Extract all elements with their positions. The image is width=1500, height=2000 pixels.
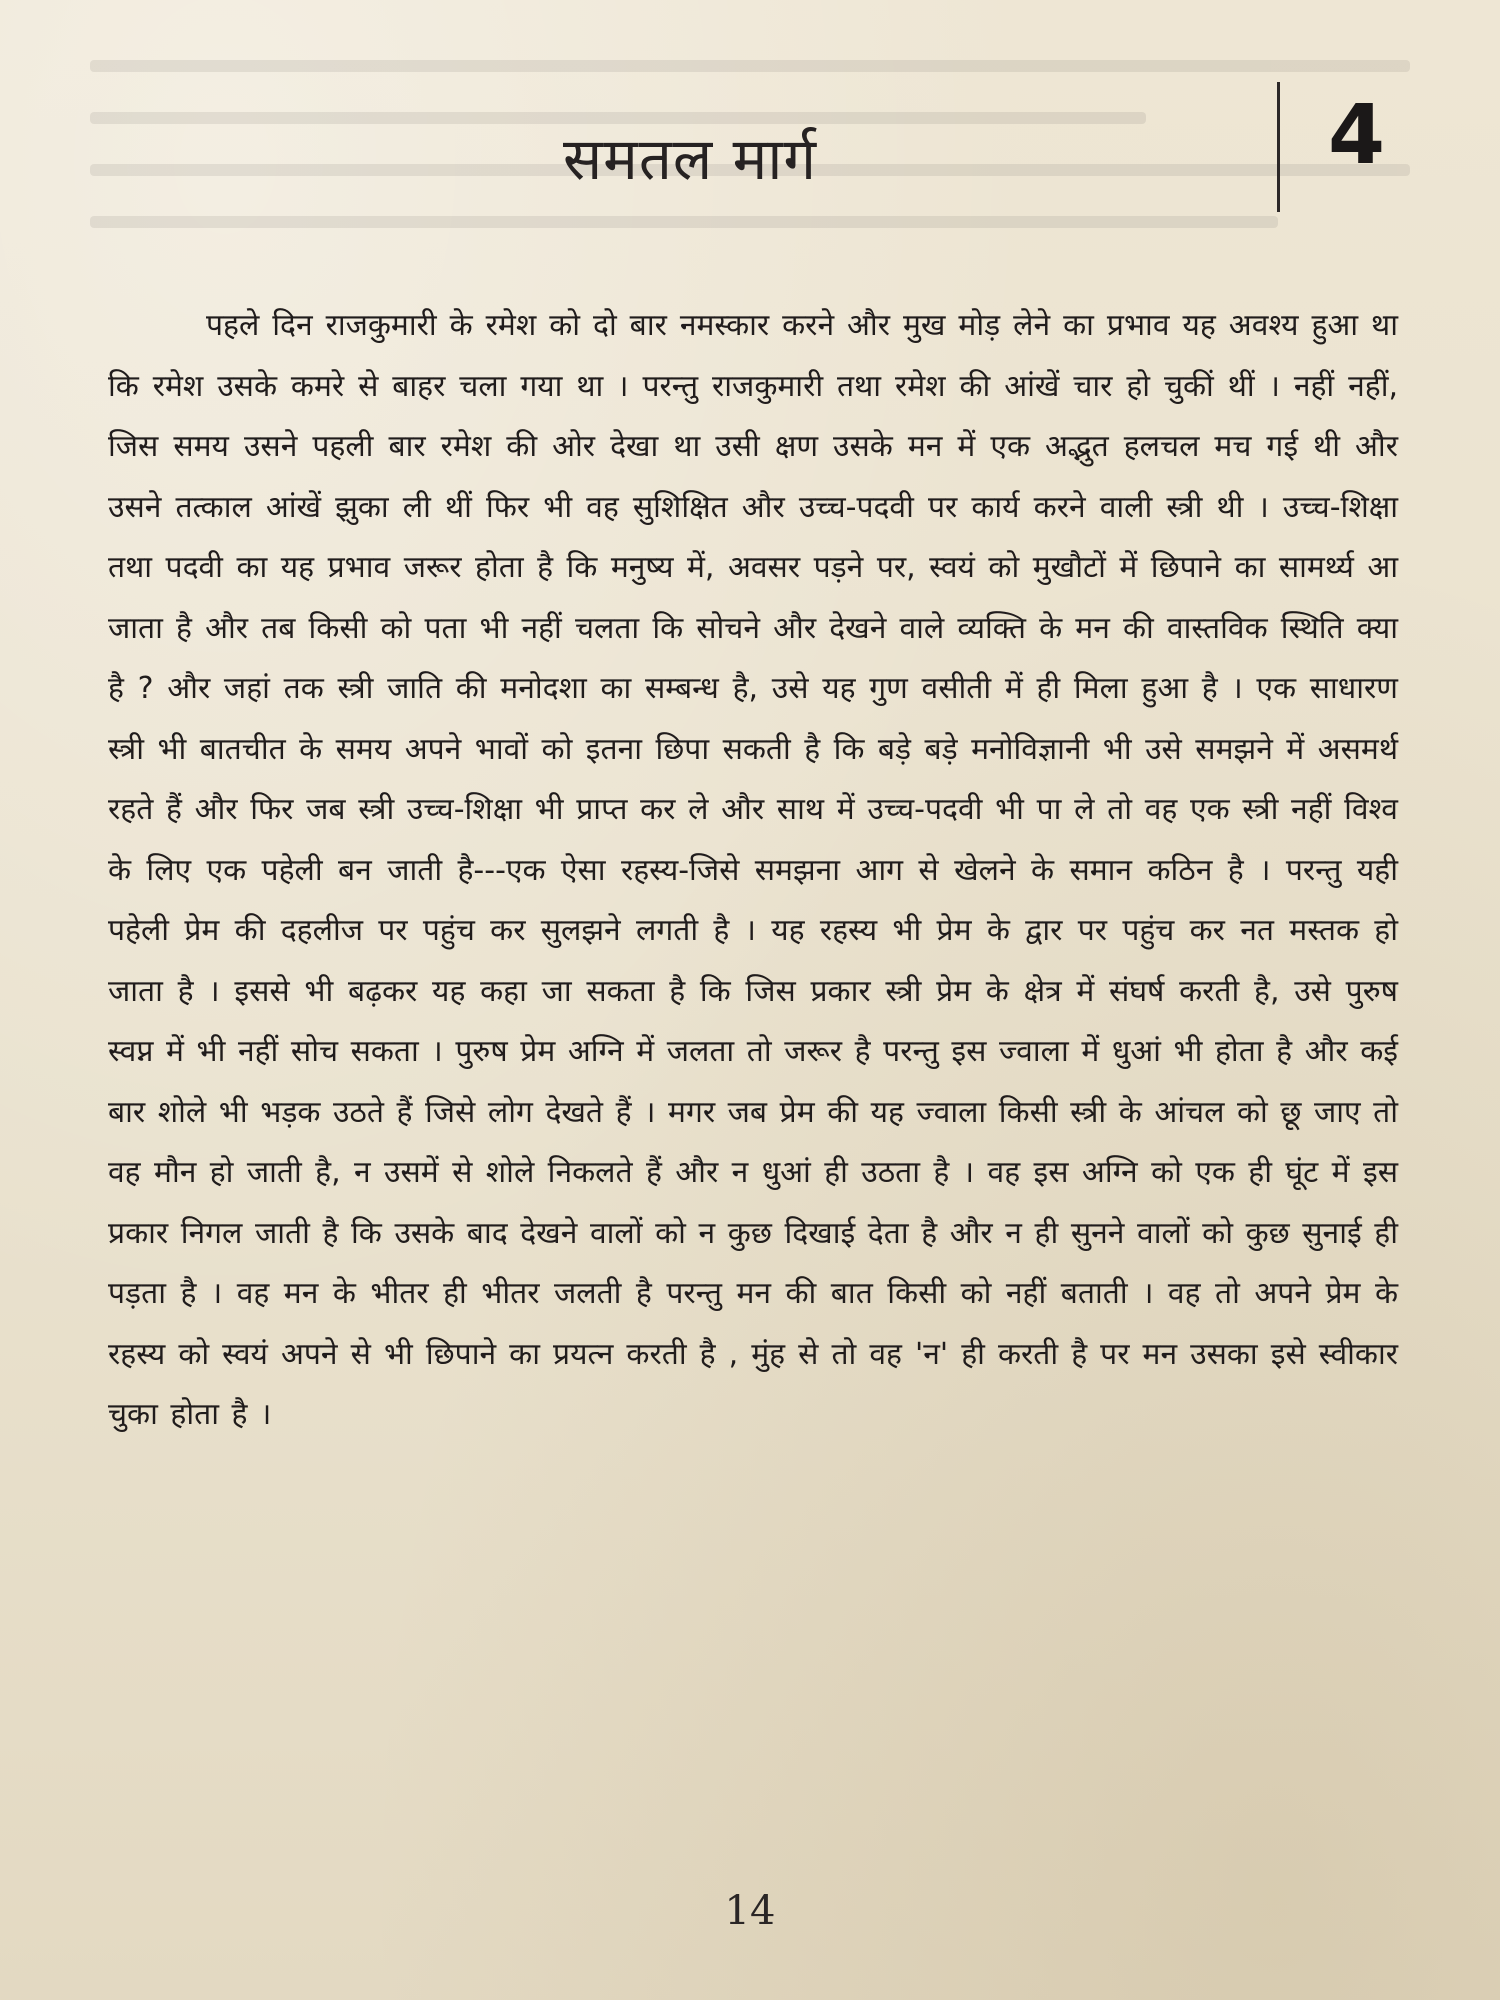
- body-paragraph: पहले दिन राजकुमारी के रमेश को दो बार नमस्कार करने और मुख मोड़ लेने का प्रभाव यह अवश्य हुआ था कि रमेश उसके कमरे से बाहर चला गया था । परन्तु राजकुमारी तथा रमेश की आंखें चार हो चुकीं थीं । नहीं नहीं, जिस समय उसने पहली बार रमेश की ओर देखा था उसी क्षण उसके मन में एक अद्भुत हलचल मच गई थी और उसने तत्काल आंखें झुका ली थीं फिर भी वह सुशिक्षित और उच्च-पदवी पर कार्य करने वाली स्त्री थी । उच्च-शिक्षा तथा पदवी का यह प्रभाव जरूर होता है कि मनुष्य में, अवसर पड़ने पर, स्वयं को मुखौटों में छिपाने का सामर्थ्य आ जाता है और तब किसी को पता भी नहीं चलता कि सोचने और देखने वाले व्यक्ति के मन की वास्तविक स्थिति क्या है ? और जहां तक स्त्री जाति की मनोदशा का सम्बन्ध है, उसे यह गुण वसीती में ही मिला हुआ है । एक साधारण स्त्री भी बातचीत के समय अपने भावों को इतना छिपा सकती है कि बड़े बड़े मनोविज्ञानी भी उसे समझने में असमर्थ रहते हैं और फिर जब स्त्री उच्च-शिक्षा भी प्राप्त कर ले और साथ में उच्च-पदवी भी पा ले तो वह एक स्त्री नहीं विश्व के लिए एक पहेली बन जाती है---एक ऐसा रहस्य-जिसे समझना आग से खेलने के समान कठिन है । परन्तु यही पहेली प्रेम की दहलीज पर पहुंच कर सुलझने लगती है । यह रहस्य भी प्रेम के द्वार पर पहुंच कर नत मस्तक हो जाता है । इससे भी बढ़कर यह कहा जा सकता है कि जिस प्रकार स्त्री प्रेम के क्षेत्र में संघर्ष करती है, उसे पुरुष स्वप्न में भी नहीं सोच सकता । पुरुष प्रेम अग्नि में जलता तो जरूर है परन्तु इस ज्वाला में धुआं भी होता है और कई बार शोले भी भड़क उठते हैं जिसे लोग देखते हैं । मगर जब प्रेम की यह ज्वाला किसी स्त्री के आंचल को छू जाए तो वह मौन हो जाती है, न उसमें से शोले निकलते हैं और न धुआं ही उठता है । वह इस अग्नि को एक ही घूंट में इस प्रकार निगल जाती है कि उसके बाद देखने वालों को न कुछ दिखाई देता है और न ही सुनने वालों को कुछ सुनाई ही पड़ता है । वह मन के भीतर ही भीतर जलती है परन्तु मन की बात किसी को नहीं बताती । वह तो अपने प्रेम के रहस्य को स्वयं अपने से भी छिपाने का प्रयत्न करती है , मुंह से तो वह 'न' ही करती है पर मन उसका इसे स्वीकार चुका होता है ।: [108, 308, 1398, 1432]
- chapter-number: 4: [1328, 88, 1386, 183]
- chapter-divider: [1277, 82, 1280, 212]
- chapter-title: समतल मार्ग: [562, 124, 818, 193]
- page-number: 14: [724, 1888, 776, 1934]
